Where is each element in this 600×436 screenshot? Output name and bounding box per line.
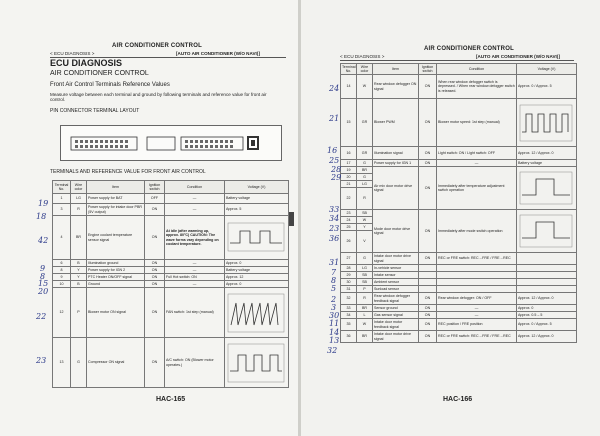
table-row — [341, 99, 577, 147]
cell-cond — [437, 265, 517, 272]
handwritten-note: 19 — [38, 199, 49, 208]
cell-waveform — [517, 99, 577, 147]
col-terminal: Terminal No. — [342, 64, 356, 73]
cell-cond: Rear window defogger: ON / OFF — [437, 293, 517, 305]
cell-cond: Blower motor speed: 1st step (manual) — [437, 99, 517, 147]
table-row — [53, 260, 289, 267]
cell-cond — [437, 272, 517, 279]
cell-volt: Approx. 0 — [225, 281, 289, 288]
left-page — [0, 0, 298, 436]
col-condition: Condition — [437, 64, 517, 75]
cell-ign: ON — [419, 319, 437, 331]
left-header-title: AIR CONDITIONER CONTROL — [112, 43, 202, 49]
cell-no: 15 — [341, 99, 357, 147]
cell-cond: — — [437, 305, 517, 312]
table-row — [341, 210, 577, 217]
table-row — [341, 253, 577, 265]
handwritten-note: 42 — [38, 236, 49, 245]
cell-ign: ON — [145, 281, 165, 288]
cell-ign: ON — [145, 338, 165, 388]
cell-ign: ON — [145, 274, 165, 281]
handwritten-note: 36 — [329, 234, 340, 243]
cell-item: Gas sensor signal — [373, 312, 419, 319]
handwritten-note: 33 — [329, 205, 340, 214]
cell-wire: LG — [71, 194, 87, 204]
cell-cond: — — [437, 312, 517, 319]
cell-item: Power supply for IGN 2 — [87, 267, 145, 274]
connector-diagram — [61, 126, 281, 160]
cell-wire: V — [357, 231, 373, 253]
cell-wire: B — [71, 260, 87, 267]
section-title: ECU DIAGNOSIS — [50, 58, 123, 68]
cell-no: 22 — [341, 188, 357, 210]
table-row — [341, 272, 577, 279]
handwritten-note: 2 — [331, 295, 337, 304]
cell-cond: When rear window defogger switch is depressed. / When rear window defogger switch is released. — [437, 75, 517, 99]
cell-item: Rear window defogger ON signal — [373, 75, 419, 99]
cell-no: 24 — [341, 217, 357, 224]
col-item: Item — [87, 181, 145, 194]
cell-cond: Immediately after mode switch operation — [437, 210, 517, 253]
cell-no: 28 — [341, 265, 357, 272]
reference-heading: Front Air Control Terminals Reference Values — [50, 82, 170, 88]
handwritten-note: 16 — [327, 146, 338, 155]
left-header-left: < ECU DIAGNOSIS > — [50, 51, 95, 56]
waveform-image — [518, 212, 574, 250]
subsection-title: AIR CONDITIONER CONTROL — [50, 70, 149, 77]
right-header-left: < ECU DIAGNOSIS > — [340, 54, 385, 59]
cell-volt: Approx. 0 — [225, 260, 289, 267]
cell-volt: Approx. 5 — [225, 204, 289, 216]
cell-cond: — — [165, 267, 225, 274]
cell-ign: ON — [419, 305, 437, 312]
cell-cond: — — [165, 204, 225, 216]
col-terminal: Terminal No. — [53, 181, 71, 194]
cell-no: 25 — [341, 224, 357, 231]
cell-volt: Approx. 0 / Approx. 5 — [517, 319, 577, 331]
table-row — [341, 147, 577, 160]
cell-no: 32 — [341, 293, 357, 305]
cell-waveform — [225, 288, 289, 338]
cell-wire: LG — [357, 265, 373, 272]
cell-ign: ON — [419, 99, 437, 147]
cell-no: 31 — [341, 286, 357, 293]
cell-no: 17 — [341, 160, 357, 167]
cell-waveform — [517, 167, 577, 210]
waveform-image — [518, 102, 574, 144]
cell-ign: ON — [419, 160, 437, 167]
connector-layout — [60, 125, 282, 161]
cell-item: Ambient sensor — [373, 279, 419, 286]
col-ign: Ignition switch — [419, 64, 437, 75]
cell-wire: Y — [357, 224, 373, 231]
cell-no: 13 — [53, 338, 71, 388]
cell-volt — [517, 286, 577, 293]
table-row — [341, 293, 577, 305]
cell-wire: SB — [357, 272, 373, 279]
cell-item: Engine coolant temperature sensor signal — [87, 216, 145, 260]
cell-item: Sunload sensor — [373, 286, 419, 293]
cell-no: 14 — [341, 75, 357, 99]
cell-wire: BR — [71, 216, 87, 260]
cell-no: 10 — [53, 281, 71, 288]
cell-item: Power supply for IGN 1 — [373, 160, 419, 167]
col-voltage: Voltage (V) — [517, 64, 577, 75]
right-header-title: AIR CONDITIONER CONTROL — [424, 46, 514, 52]
cell-wire: Y — [71, 274, 87, 281]
cell-wire: L — [357, 312, 373, 319]
right-terminal-table — [340, 63, 577, 343]
cell-volt: Approx. 0 / Approx. 5 — [517, 75, 577, 99]
cell-no: 30 — [341, 279, 357, 286]
cell-wire: BR — [357, 331, 373, 343]
cell-cond: At idle (after warming up, approx. 80°C) CAUTION: The wave forms vary depending on coolant temperature. — [165, 216, 225, 260]
cell-no: 26 — [341, 231, 357, 253]
cell-wire: B — [71, 281, 87, 288]
cell-ign: ON — [419, 75, 437, 99]
handwritten-note: 15 — [38, 279, 49, 288]
table-row — [53, 267, 289, 274]
cell-no: 1 — [53, 194, 71, 204]
cell-wire: G — [71, 338, 87, 388]
cell-volt: Approx. 12 — [225, 274, 289, 281]
col-wire: Wire color — [71, 181, 87, 194]
cell-no: 33 — [341, 305, 357, 312]
cell-item: Compressor ON signal — [87, 338, 145, 388]
cell-no: 36 — [341, 331, 357, 343]
cell-no: 4 — [53, 216, 71, 260]
cell-wire: SB — [357, 279, 373, 286]
cell-no: 19 — [341, 167, 357, 174]
cell-item: Intake door motor feedback signal — [373, 319, 419, 331]
cell-no: 9 — [53, 274, 71, 281]
cell-wire: BR — [357, 305, 373, 312]
handwritten-note: 9 — [40, 264, 46, 273]
connector-heading: PIN CONNECTOR TERMINAL LAYOUT — [50, 108, 140, 114]
col-wire: Wire color — [357, 64, 373, 75]
table-row — [53, 281, 289, 288]
cell-volt: Approx. 12 / Approx. 0 — [517, 331, 577, 343]
table-row — [53, 194, 289, 204]
cell-wire: Y — [71, 267, 87, 274]
cell-item: Illumination ground — [87, 260, 145, 267]
cell-wire: R — [357, 293, 373, 305]
cell-ign: OFF — [145, 194, 165, 204]
cell-no: 6 — [53, 260, 71, 267]
cell-cond: Light switch: ON / Light switch: OFF — [437, 147, 517, 160]
cell-item: Blower PWM — [373, 99, 419, 147]
cell-item: Blower motor ON signal — [87, 288, 145, 338]
cell-cond: — — [165, 260, 225, 267]
cell-item: Ground — [87, 281, 145, 288]
handwritten-note: 34 — [329, 214, 340, 223]
cell-wire: P — [71, 288, 87, 338]
cell-no: 29 — [341, 272, 357, 279]
cell-ign: ON — [419, 210, 437, 253]
col-condition: Condition — [165, 181, 225, 194]
chapter-tab — [289, 212, 294, 226]
cell-wire: R — [71, 204, 87, 216]
cell-item: Sensor ground — [373, 305, 419, 312]
cell-wire: G — [357, 160, 373, 167]
table-row — [341, 75, 577, 99]
cell-cond: Immediately after temperature adjustment switch operation — [437, 167, 517, 210]
cell-item: In-vehicle sensor — [373, 265, 419, 272]
handwritten-note: 32 — [327, 346, 338, 355]
cell-no: 16 — [341, 147, 357, 160]
description-text: Measure voltage between each terminal and ground by following terminals and reference value for front air control. — [50, 92, 267, 103]
cell-ign — [419, 265, 437, 272]
cell-wire: P — [357, 286, 373, 293]
waveform-image — [226, 221, 286, 255]
handwritten-note: 23 — [36, 356, 47, 365]
cell-ign — [419, 272, 437, 279]
cell-item: Intake door motor drive signal — [373, 331, 419, 343]
cell-volt: Approx. 12 / Approx. 0 — [517, 293, 577, 305]
cell-ign — [419, 279, 437, 286]
cell-cond: FAN switch: 1st step (manual) — [165, 288, 225, 338]
cell-no: 3 — [53, 204, 71, 216]
table-row — [341, 167, 577, 174]
cell-waveform — [225, 216, 289, 260]
header-rule — [340, 60, 574, 61]
handwritten-note: 8 — [331, 276, 337, 285]
left-page-footer: HAC-165 — [156, 396, 186, 403]
right-page-footer: HAC-166 — [443, 396, 473, 403]
cell-volt: Approx. 0.5 – 5 — [517, 312, 577, 319]
cell-cond: — — [165, 194, 225, 204]
handwritten-note: 29 — [331, 173, 342, 182]
cell-ign: ON — [145, 267, 165, 274]
handwritten-note: 28 — [331, 165, 342, 174]
cell-waveform — [517, 210, 577, 253]
cell-no: 34 — [341, 312, 357, 319]
cell-no: 12 — [53, 288, 71, 338]
table-row — [53, 338, 289, 388]
handwritten-note: 24 — [329, 84, 340, 93]
cell-ign: ON — [419, 167, 437, 210]
col-ign: Ignition switch — [145, 181, 165, 194]
cell-ign: ON — [145, 260, 165, 267]
cell-volt: Battery voltage — [517, 160, 577, 167]
cell-wire: LG — [357, 181, 373, 188]
handwritten-note: 5 — [331, 284, 337, 293]
col-voltage: Voltage (V) — [225, 181, 289, 194]
right-header-right: [AUTO AIR CONDITIONER (W/O NAVI)] — [476, 54, 560, 59]
cell-waveform — [225, 338, 289, 388]
handwritten-note: 14 — [329, 328, 340, 337]
cell-wire: BR — [357, 167, 373, 174]
cell-wire: G — [357, 174, 373, 181]
cell-item: Power supply for intake door PBR (5V output) — [87, 204, 145, 216]
cell-ign: ON — [145, 216, 165, 260]
cell-cond: — — [437, 160, 517, 167]
waveform-image — [518, 169, 574, 207]
handwritten-note: 25 — [329, 156, 340, 165]
table-row — [341, 331, 577, 343]
table-row — [341, 319, 577, 331]
cell-wire: SB — [357, 210, 373, 217]
cell-ign — [419, 286, 437, 293]
cell-ign: ON — [145, 204, 165, 216]
handwritten-note: 22 — [36, 312, 47, 321]
right-page — [301, 0, 600, 436]
waveform-image — [226, 341, 286, 385]
cell-cond — [437, 286, 517, 293]
handwritten-note: 30 — [329, 311, 340, 320]
cell-wire: R — [357, 188, 373, 210]
table-row — [53, 274, 289, 281]
cell-item: PTC Heater ON/OFF signal — [87, 274, 145, 281]
handwritten-note: 3 — [331, 303, 337, 312]
cell-cond: REC position / FRE position — [437, 319, 517, 331]
handwritten-note: 13 — [329, 336, 340, 345]
cell-item: Air mix door motor drive signal — [373, 167, 419, 210]
cell-no: 35 — [341, 319, 357, 331]
cell-ign: ON — [419, 253, 437, 265]
cell-volt — [517, 265, 577, 272]
handwritten-note: 21 — [329, 114, 340, 123]
handwritten-note: 20 — [38, 287, 49, 296]
handwritten-note: 23 — [329, 224, 340, 233]
cell-volt: Battery voltage — [225, 267, 289, 274]
cell-volt — [517, 253, 577, 265]
table-header-row — [53, 181, 289, 194]
table-heading: TERMINALS AND REFERENCE VALUE FOR FRONT AIR CONTROL — [50, 169, 206, 175]
cell-wire: G — [357, 253, 373, 265]
cell-item: Illumination signal — [373, 147, 419, 160]
table-row — [341, 286, 577, 293]
cell-item: Intake sensor — [373, 272, 419, 279]
cell-ign: ON — [419, 293, 437, 305]
table-header-row — [341, 64, 577, 75]
cell-wire: GR — [357, 147, 373, 160]
handwritten-note: 7 — [331, 268, 337, 277]
table-row — [53, 216, 289, 260]
cell-cond: — — [165, 281, 225, 288]
table-row — [341, 305, 577, 312]
cell-volt: Approx. 0 — [517, 305, 577, 312]
cell-no: 27 — [341, 253, 357, 265]
waveform-image — [226, 291, 286, 335]
cell-ign: ON — [419, 147, 437, 160]
cell-item: Intake door motor drive signal — [373, 253, 419, 265]
cell-cond: REC or FRE switch: REC→FRE / FRE→REC — [437, 331, 517, 343]
handwritten-note: 18 — [36, 212, 47, 221]
handwritten-note: 11 — [329, 319, 340, 328]
left-header-right: [AUTO AIR CONDITIONER (W/O NAVI)] — [176, 51, 260, 56]
table-row — [53, 204, 289, 216]
cell-cond: Full Hot switch: ON — [165, 274, 225, 281]
cell-wire: W — [357, 75, 373, 99]
cell-ign: ON — [145, 288, 165, 338]
cell-wire: W — [357, 319, 373, 331]
cell-wire: GR — [357, 99, 373, 147]
cell-ign: ON — [419, 331, 437, 343]
left-terminal-table — [52, 180, 289, 388]
cell-no: 8 — [53, 267, 71, 274]
cell-ign: ON — [419, 312, 437, 319]
cell-item: Rear window defogger feedback signal — [373, 293, 419, 305]
col-item: Item — [373, 64, 419, 75]
cell-volt: Approx. 12 / Approx. 0 — [517, 147, 577, 160]
table-row — [341, 160, 577, 167]
cell-volt — [517, 279, 577, 286]
cell-cond — [437, 279, 517, 286]
cell-no: 23 — [341, 210, 357, 217]
table-row — [53, 288, 289, 338]
cell-wire: W — [357, 217, 373, 224]
cell-volt: Battery voltage — [225, 194, 289, 204]
table-row — [341, 279, 577, 286]
cell-volt — [517, 272, 577, 279]
cell-cond: A/C switch: ON (Blower motor operates.) — [165, 338, 225, 388]
handwritten-note: 8 — [40, 272, 46, 281]
cell-cond: REC or FRE switch: REC→FRE / FRE→REC — [437, 253, 517, 265]
cell-item: Mode door motor drive signal — [373, 210, 419, 253]
handwritten-note: 31 — [329, 258, 340, 267]
table-row — [341, 265, 577, 272]
cell-item: Power supply for BAT — [87, 194, 145, 204]
cell-no: 21 — [341, 181, 357, 188]
table-row — [341, 312, 577, 319]
cell-no: 20 — [341, 174, 357, 181]
